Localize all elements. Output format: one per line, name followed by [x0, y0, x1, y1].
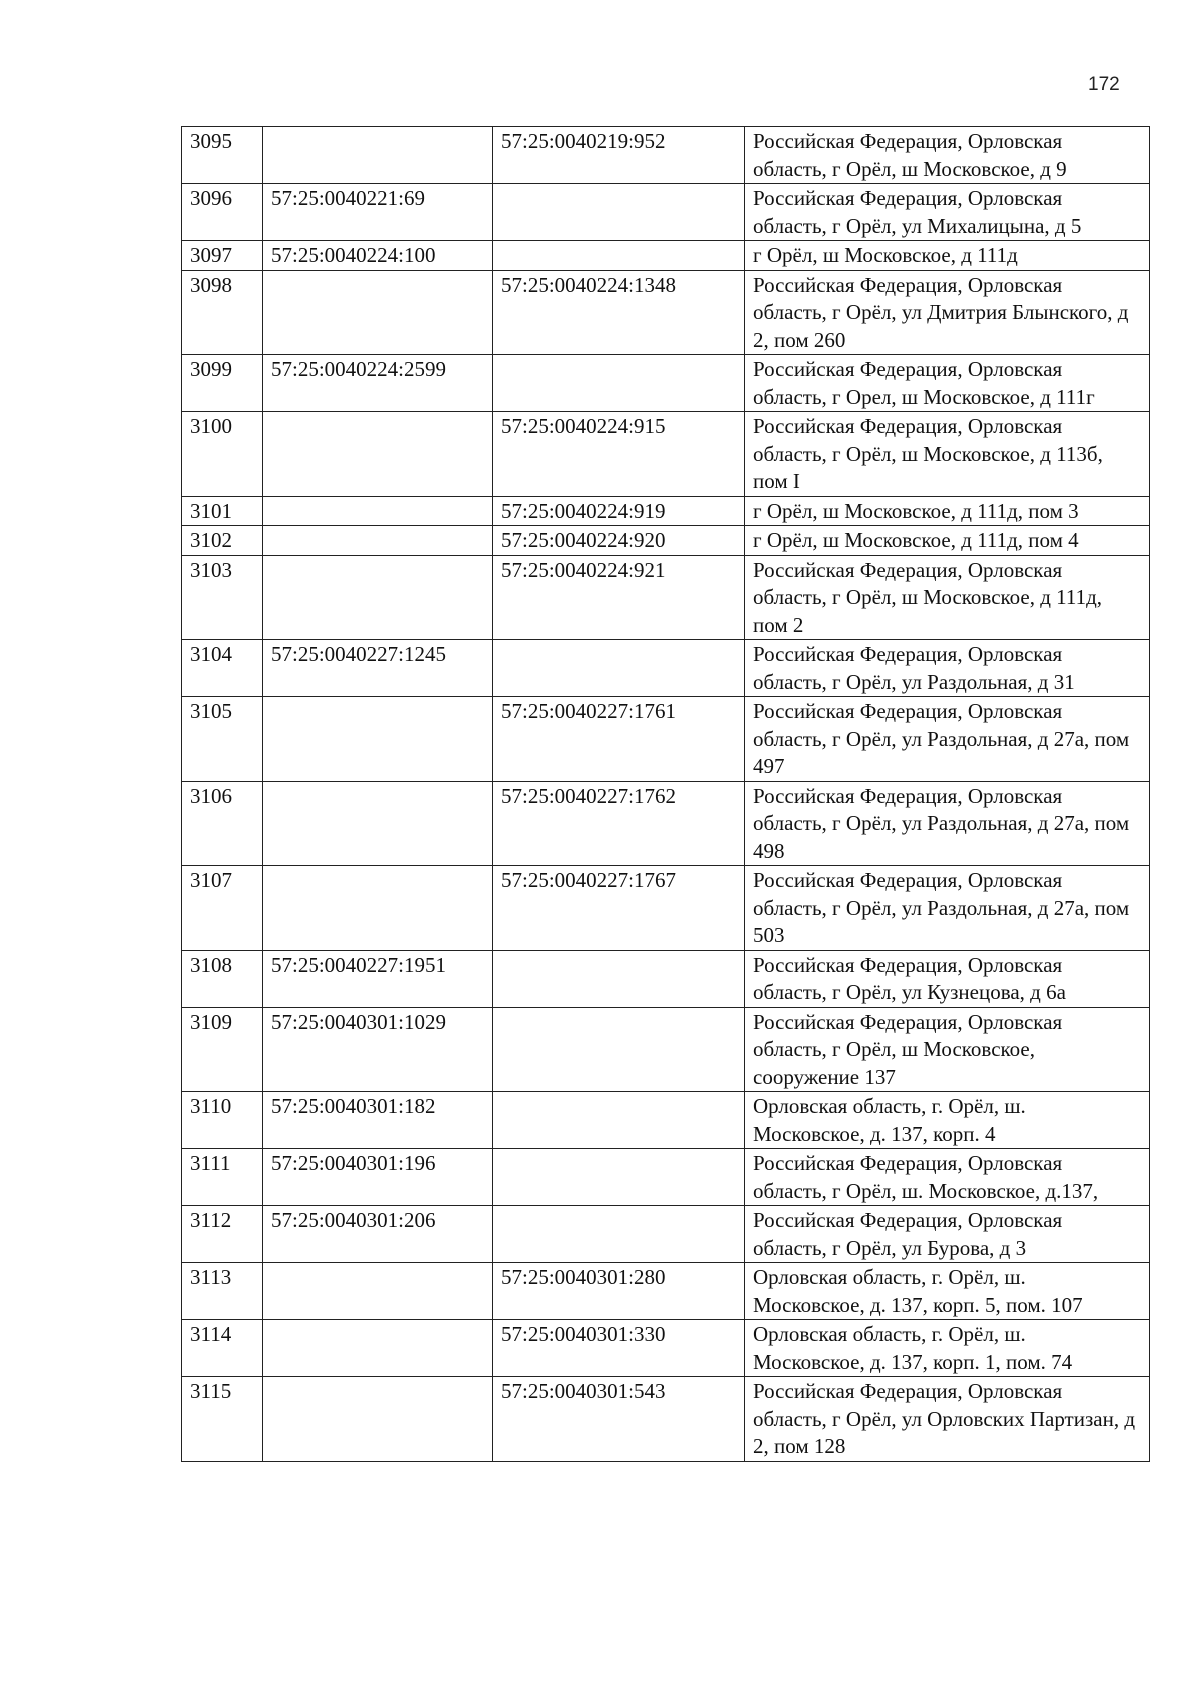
table-row [182, 412, 1150, 497]
land-cadastral-number [263, 526, 493, 556]
row-number: 3101 [182, 496, 263, 526]
land-cadastral-number: 57:25:0040301:196 [263, 1149, 493, 1206]
table-row [182, 1206, 1150, 1263]
object-cadastral-number: 57:25:0040301:543 [493, 1377, 745, 1462]
object-cadastral-number [493, 1206, 745, 1263]
row-number: 3112 [182, 1206, 263, 1263]
object-cadastral-number: 57:25:0040227:1762 [493, 781, 745, 866]
address: Российская Федерация, Орловская область, г Орел, ш Московское, д 111г [745, 355, 1150, 412]
address: Орловская область, г. Орёл, ш. Московское, д. 137, корп. 4 [745, 1092, 1150, 1149]
address: Российская Федерация, Орловская область, г Орёл, ул Кузнецова, д 6а [745, 950, 1150, 1007]
address: Российская Федерация, Орловская область, г Орёл, ш Московское, сооружение 137 [745, 1007, 1150, 1092]
land-cadastral-number [263, 697, 493, 782]
row-number: 3107 [182, 866, 263, 951]
object-cadastral-number: 57:25:0040224:920 [493, 526, 745, 556]
address: Орловская область, г. Орёл, ш. Московское, д. 137, корп. 1, пом. 74 [745, 1320, 1150, 1377]
object-cadastral-number: 57:25:0040224:915 [493, 412, 745, 497]
row-number: 3111 [182, 1149, 263, 1206]
table-row [182, 526, 1150, 556]
land-cadastral-number [263, 1263, 493, 1320]
address: Российская Федерация, Орловская область, г Орёл, ш Московское, д 9 [745, 127, 1150, 184]
object-cadastral-number: 57:25:0040224:1348 [493, 270, 745, 355]
table-row [182, 270, 1150, 355]
row-number: 3105 [182, 697, 263, 782]
row-number: 3110 [182, 1092, 263, 1149]
land-cadastral-number [263, 555, 493, 640]
table-row [182, 950, 1150, 1007]
object-cadastral-number: 57:25:0040224:919 [493, 496, 745, 526]
address: г Орёл, ш Московское, д 111д [745, 241, 1150, 271]
table-row [182, 1320, 1150, 1377]
object-cadastral-number [493, 184, 745, 241]
address: Российская Федерация, Орловская область, г Орёл, ул Михалицына, д 5 [745, 184, 1150, 241]
row-number: 3113 [182, 1263, 263, 1320]
address: г Орёл, ш Московское, д 111д, пом 4 [745, 526, 1150, 556]
row-number: 3108 [182, 950, 263, 1007]
object-cadastral-number [493, 1007, 745, 1092]
row-number: 3099 [182, 355, 263, 412]
row-number: 3100 [182, 412, 263, 497]
table-row [182, 1377, 1150, 1462]
address: Российская Федерация, Орловская область, г Орёл, ул Раздольная, д 27а, пом 503 [745, 866, 1150, 951]
address: Российская Федерация, Орловская область, г Орёл, ул Орловских Партизан, д 2, пом 128 [745, 1377, 1150, 1462]
address: Российская Федерация, Орловская область, г Орёл, ул Раздольная, д 27а, пом 497 [745, 697, 1150, 782]
table-row [182, 866, 1150, 951]
row-number: 3095 [182, 127, 263, 184]
object-cadastral-number [493, 1092, 745, 1149]
land-cadastral-number: 57:25:0040301:182 [263, 1092, 493, 1149]
object-cadastral-number: 57:25:0040301:280 [493, 1263, 745, 1320]
address: Российская Федерация, Орловская область, г Орёл, ул Дмитрия Блынского, д 2, пом 260 [745, 270, 1150, 355]
object-cadastral-number: 57:25:0040224:921 [493, 555, 745, 640]
address: Российская Федерация, Орловская область, г Орёл, ул Бурова, д 3 [745, 1206, 1150, 1263]
row-number: 3098 [182, 270, 263, 355]
row-number: 3106 [182, 781, 263, 866]
land-cadastral-number [263, 781, 493, 866]
table-row [182, 184, 1150, 241]
row-number: 3096 [182, 184, 263, 241]
land-cadastral-number: 57:25:0040227:1245 [263, 640, 493, 697]
object-cadastral-number [493, 1149, 745, 1206]
table-row [182, 697, 1150, 782]
address: Российская Федерация, Орловская область, г Орёл, ул Раздольная, д 31 [745, 640, 1150, 697]
land-cadastral-number: 57:25:0040227:1951 [263, 950, 493, 1007]
row-number: 3114 [182, 1320, 263, 1377]
table-row [182, 1007, 1150, 1092]
object-cadastral-number: 57:25:0040301:330 [493, 1320, 745, 1377]
land-cadastral-number [263, 127, 493, 184]
address: Российская Федерация, Орловская область, г Орёл, ш. Московское, д.137, [745, 1149, 1150, 1206]
page-number: 172 [1088, 74, 1120, 95]
land-cadastral-number [263, 1377, 493, 1462]
land-cadastral-number [263, 496, 493, 526]
land-cadastral-number [263, 270, 493, 355]
row-number: 3115 [182, 1377, 263, 1462]
object-cadastral-number: 57:25:0040227:1767 [493, 866, 745, 951]
land-cadastral-number: 57:25:0040301:1029 [263, 1007, 493, 1092]
land-cadastral-number: 57:25:0040221:69 [263, 184, 493, 241]
address: Орловская область, г. Орёл, ш. Московское, д. 137, корп. 5, пом. 107 [745, 1263, 1150, 1320]
row-number: 3104 [182, 640, 263, 697]
address: Российская Федерация, Орловская область, г Орёл, ш Московское, д 111д, пом 2 [745, 555, 1150, 640]
object-cadastral-number [493, 241, 745, 271]
object-cadastral-number [493, 950, 745, 1007]
table-row [182, 1263, 1150, 1320]
land-cadastral-number [263, 866, 493, 951]
object-cadastral-number [493, 640, 745, 697]
land-cadastral-number [263, 1320, 493, 1377]
row-number: 3109 [182, 1007, 263, 1092]
table-row [182, 1092, 1150, 1149]
row-number: 3102 [182, 526, 263, 556]
table-row [182, 496, 1150, 526]
land-cadastral-number: 57:25:0040301:206 [263, 1206, 493, 1263]
row-number: 3097 [182, 241, 263, 271]
table-row [182, 241, 1150, 271]
row-number: 3103 [182, 555, 263, 640]
table-row [182, 1149, 1150, 1206]
table-row [182, 781, 1150, 866]
address: Российская Федерация, Орловская область, г Орёл, ш Московское, д 113б, пом I [745, 412, 1150, 497]
table-row [182, 355, 1150, 412]
table-row [182, 127, 1150, 184]
address: г Орёл, ш Московское, д 111д, пом 3 [745, 496, 1150, 526]
cadastral-registry-table [181, 126, 1150, 1462]
land-cadastral-number [263, 412, 493, 497]
object-cadastral-number [493, 355, 745, 412]
land-cadastral-number: 57:25:0040224:2599 [263, 355, 493, 412]
land-cadastral-number: 57:25:0040224:100 [263, 241, 493, 271]
object-cadastral-number: 57:25:0040219:952 [493, 127, 745, 184]
address: Российская Федерация, Орловская область, г Орёл, ул Раздольная, д 27а, пом 498 [745, 781, 1150, 866]
table-row [182, 640, 1150, 697]
object-cadastral-number: 57:25:0040227:1761 [493, 697, 745, 782]
table-row [182, 555, 1150, 640]
